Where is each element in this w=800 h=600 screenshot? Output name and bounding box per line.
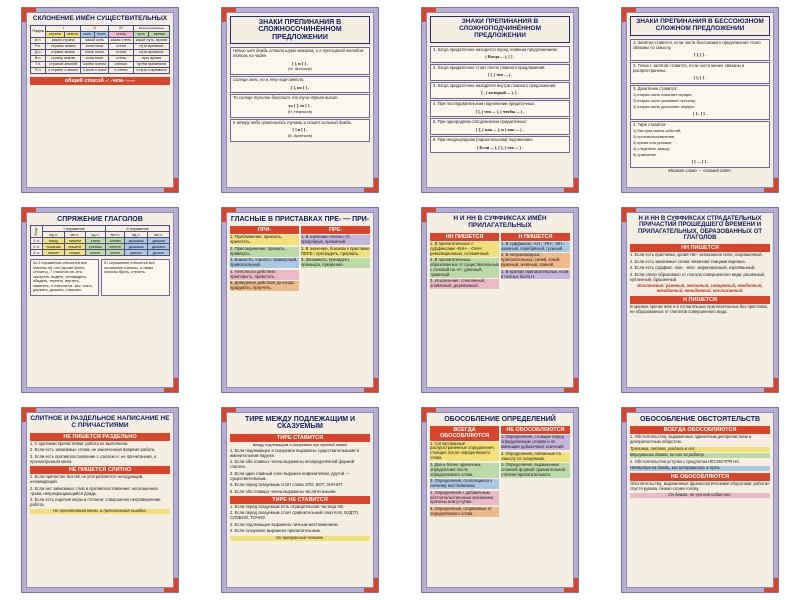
rule-text: 4. При последовательном подчинении придаточных: (433, 101, 536, 107)
column-pre (301, 225, 370, 385)
case-cell: какой конь (81, 37, 109, 43)
verb-form: клеишь (85, 244, 106, 250)
rule-item: 1. Если подлежащее и сказуемое выражены существительными в именительном падеже. (230, 447, 359, 458)
section-header-separate: НЕ ПИШЕТСЯ РАЗДЕЛЬНО (30, 433, 170, 441)
card-body (630, 38, 770, 185)
verb-form: пишем (65, 238, 85, 244)
card-slot-12 (600, 400, 800, 600)
section-header-tire-ne-stavitsya: ТИРЕ НЕ СТАВИТСЯ (230, 496, 370, 504)
col-note-1: земля (64, 31, 81, 37)
rule-scheme: [ ], ( что ... ) . (487, 72, 513, 78)
column-pri (230, 225, 299, 385)
example-text: К вечеру небо прояснилось тучами и пошёл сильный дождь. (233, 119, 353, 125)
column-n (501, 232, 570, 385)
card-slot-1 (0, 0, 200, 200)
table-header-raznosklon: Разносклоняемые (133, 25, 169, 31)
example-text: Несмотря на дождь, мы отправились в путь. (630, 466, 770, 471)
rule-sub-1: 1) вторая часть поясняет первую; (633, 93, 693, 98)
case-label: В.п. (31, 55, 46, 61)
rule-scheme: ( Если ... ), [ ], ( что ... ) . (476, 144, 524, 150)
rule-item: 1. В значении «очень»:预 предобрый, премилый. (301, 235, 370, 245)
rule-scheme: [ ], ( как ... ), и ( как ... ) . (476, 126, 524, 132)
rule-scheme: ( Когда ... ), [ ] . (485, 54, 515, 60)
rule-text: 1. Когда придаточное находится перед главным предложением: (433, 46, 558, 52)
subheader-sg2: ед.ч. (85, 232, 106, 238)
example-scheme: [ ] и [ ] . (292, 126, 308, 132)
column-header: ПРИ- (230, 226, 299, 234)
card-sklonenie-sushestvitelnyh[interactable] (21, 7, 179, 193)
col-note-2: конь (81, 31, 95, 37)
card-title: СПРЯЖЕНИЕ ГЛАГОЛОВ (57, 216, 143, 223)
card-body (30, 225, 170, 385)
verb-form: пишешь (43, 244, 65, 250)
card-tire-mezhdu-podlezhashim[interactable] (221, 407, 379, 593)
card-body (30, 25, 170, 185)
section-header-always: ВСЕГДА ОБОСОБЛЯЮТСЯ (630, 426, 770, 434)
subheader-pl2: мн.ч. (106, 232, 125, 238)
verb-form: клеите (106, 244, 125, 250)
verb-form: дышит (125, 250, 148, 256)
rule-text: 1. Запятая ставится, если части бессоюзного предложения тесно связаны по смыслу. (633, 39, 761, 50)
rule-item: 1. Приближение: приехать, прилететь. (230, 235, 299, 245)
col-note-0: страна (46, 31, 64, 37)
table-header-conj2: II спряжение (106, 226, 170, 232)
rule-item: 5. Доведение действия до конца: придумать, приучить. (230, 281, 299, 291)
rule-item: 3. Запомнить: президент, премьера, презрение. (301, 258, 370, 268)
rule-item: 3. Если есть противопоставление с союзом А: не прочитанная, а просмотренная книга. (30, 453, 157, 464)
card-slot-4 (600, 0, 800, 200)
card-slot-8 (600, 200, 800, 400)
rule-sub-4: 4) следствие, вывод; (633, 147, 670, 152)
example-scheme: [ ], и [ ] . (291, 60, 309, 66)
card-body (230, 433, 370, 585)
table-header-decl1: I (46, 25, 81, 31)
rule-scheme: [ ], ( что ... ), ( чтобы ... ) . (475, 108, 525, 114)
card-body (430, 45, 570, 185)
rule-item: 4. Если слово образовано от глагола совершенного вида: решённый, купленный, брошенный. (630, 271, 766, 282)
rule-item: 1. Если перед сказуемым есть отрицательная частица НЕ. (230, 504, 345, 509)
example-text: То солнце тусклое блестит, то туча чёрная висит. (233, 95, 339, 101)
conjugation-note-right (101, 259, 170, 296)
example-block (230, 94, 370, 117)
card-slot-9 (0, 400, 200, 600)
card-body (630, 243, 770, 385)
card-title: Н И НН В СУФФИКСАХ СТРАДАТЕЛЬНЫХ ПРИЧАСТИЙ ПРОШЕДШЕГО ВРЕМЕНИ И ПРИЛАГАТЕЛЬНЫХ, ОБРАЗОВАННЫХ ОТ ГЛАГОЛОВ (637, 216, 762, 242)
case-cell: какая страна (46, 37, 81, 43)
rule-block (430, 118, 570, 135)
rule-text: 2. Точка с запятой ставится, если части менее связаны и распространены. (633, 62, 745, 73)
card-body (430, 232, 570, 385)
rule-sub-3: 3) вторая часть дополняет первую. (633, 105, 695, 110)
case-cell: какой путь, время (133, 37, 169, 43)
table-header-person: Лицо (31, 226, 43, 238)
card-znaki-slozhnosochinennoe[interactable] (221, 7, 379, 193)
rule-block (430, 46, 570, 63)
footer-example: Он бежал, не чуя под собой ног. (630, 493, 770, 498)
rule-item: 1. Если причастие без НЕ не употребляется: негодующий, ненавидящий. (30, 474, 144, 485)
card-n-nn-prilagatelnye[interactable] (421, 207, 579, 393)
example-scheme: то [ ], то [ ] . (288, 102, 312, 108)
column-header: Н ПИШЕТСЯ (501, 233, 570, 241)
section-header-tire-stavitsya: ТИРЕ СТАВИТСЯ (230, 434, 370, 442)
table-header-conj1: I спряжение (43, 226, 106, 232)
card-title: ГЛАСНЫЕ В ПРИСТАВКАХ ПРЕ- — ПРИ- (230, 216, 370, 223)
rule-sub-5: 5) сравнение. (633, 153, 658, 158)
rule-sub-3: 3) время или условие; (633, 141, 673, 146)
card-title: ЗНАКИ ПРЕПИНАНИЯ В БЕССОЮЗНОМ СЛОЖНОМ ПРЕДЛОЖЕНИИ (630, 16, 770, 36)
case-cell: страну землю (46, 55, 81, 61)
case-cell: страной землёй (46, 61, 81, 67)
rule-item: 2. Два и более одиночных определения после определяемого слова. (430, 463, 499, 478)
card-znaki-slozhnopodchinennoe[interactable] (421, 7, 579, 193)
case-cell: коню полю (81, 49, 109, 55)
footer-example: Не прочитанная мною, а прочитанная ошибка. (30, 509, 170, 514)
card-ne-s-prichastiyami[interactable] (21, 407, 179, 593)
card-slot-6 (200, 200, 400, 400)
exceptions-text: Исключения: раненый, желанный, священный, нежданный, негаданный, невиданный, неслыханный. (637, 283, 763, 294)
rule-text: 5. При однородном соподчинении придаточных: (433, 119, 527, 125)
rule-sub-2: 2) противопоставление; (633, 135, 676, 140)
case-label: Т.п. (31, 61, 46, 67)
rule-text: 4. Тире ставится: (633, 121, 667, 127)
verb-form: дышим (148, 238, 170, 244)
subheader-sg: ед.ч. (43, 232, 65, 238)
card-title: ОБОСОБЛЕНИЕ ОПРЕДЕЛЕНИЙ (444, 416, 556, 423)
case-cell: о коне о поле (81, 67, 109, 73)
case-cell: степи (109, 49, 134, 55)
card-slot-5 (0, 200, 200, 400)
case-cell: пути времени (133, 49, 169, 55)
case-cell: коня поле (81, 55, 109, 61)
verb-form: дышат (148, 250, 170, 256)
rule-sub-1: 1) быстрая смена событий; (633, 129, 682, 134)
rule-item: 4. Неполнота действия: приоткрыть, привстать. (230, 270, 299, 280)
rule-item: 2. Обстоятельства уступки с предлогом НЕСМОТРЯ НА. (630, 458, 741, 464)
example-block (230, 47, 370, 75)
verb-form: дышите (148, 244, 170, 250)
person-label: 1 л. (31, 238, 43, 244)
card-slot-2 (200, 0, 400, 200)
example-block (230, 119, 370, 142)
section-header-nn: НН ПИШЕТСЯ (630, 244, 770, 252)
case-cell: путь время (133, 55, 169, 61)
subheader-pl3: мн.ч. (148, 232, 170, 238)
col-note-4: степь (109, 31, 134, 37)
card-obosoblenie-obstoyatelstv[interactable] (621, 407, 779, 593)
rule-item: 3. Определения, выраженные сложной формой сравнительной степени прилагательного. (501, 463, 570, 478)
rule-item: 1. В суффиксах -АН-, -ЯН-, -ИН-: кожаный, серебряный, гусиный. (501, 242, 570, 252)
card-body (630, 425, 770, 585)
card-obosoblenie-opredeleniy[interactable] (421, 407, 579, 593)
rule-item: 1. В прилагательных с суффиксами -ЕНН-, -ОНН-: революционный, соломенный. (430, 242, 499, 257)
rule-item: 2. В значении, близком к приставке ПЕРЕ-: преградить, прервать. (301, 245, 370, 256)
rule-item: 3. Исключение: стеклянный, оловянный, деревянный. (430, 279, 499, 289)
rule-item: 1. С краткими причастиями: работа не выполнена. (30, 440, 129, 446)
rule-text: 6. При неоднородном (параллельном) подчинении: (433, 137, 533, 143)
example-scheme: [ ], но [ ] . (290, 84, 310, 90)
card-title: СКЛОНЕНИЕ ИМЁН СУЩЕСТВИТЕЛЬНЫХ (32, 15, 168, 22)
card-body (230, 225, 370, 385)
rule-block (430, 136, 570, 153)
case-label: Р.п. (31, 43, 46, 49)
rule-item: 3. Если один главный член выражен инфинитивом, другой — существительным. (230, 470, 350, 481)
case-cell: коня поля (81, 43, 109, 49)
section-header-n: Н ПИШЕТСЯ (630, 296, 770, 304)
section-note: между подлежащим и сказуемым при нулевой связке (252, 442, 348, 447)
rule-block (630, 121, 770, 168)
column-header: ВСЕГДА ОБОСОБЛЯЮТСЯ (430, 426, 499, 440)
card-n-nn-prichastiya[interactable] (621, 207, 779, 393)
rule-text: 2. Когда придаточное стоит после главного предложения: (433, 64, 546, 70)
rule-block (430, 64, 570, 81)
verb-form: дышишь (125, 244, 148, 250)
card-slot-7 (400, 200, 600, 400)
rule-text: 3. Когда придаточное находится внутри главного предложения: (433, 82, 557, 88)
card-slot-3 (400, 0, 600, 200)
rule-sub-2: 2) вторая часть указывает причину; (633, 99, 696, 104)
column-header: ПРЕ- (301, 226, 370, 234)
rule-item: 2. Определения, связанные по смыслу со сказуемым. (501, 452, 570, 462)
example-text: Вернувшись домой, он сел за работу. (630, 453, 770, 458)
card-spryazhenie-glagolov[interactable] (21, 207, 179, 393)
card-title: ЗНАКИ ПРЕПИНАНИЯ В СЛОЖНОПОДЧИНЁННОМ ПРЕДЛОЖЕНИИ (430, 16, 570, 43)
rule-item: 2. Если есть зависимые слова: вязанная спицами варежка. (630, 258, 746, 264)
rule-item: 1. Определения, стоящие перед определяемым словом и не имеющие добавочных значений. (501, 435, 570, 450)
rule-item: 4. Определения с добавочным обстоятельственным значением причины или уступки. (430, 491, 499, 506)
verb-form: пишете (65, 244, 85, 250)
example-author: (М. Шолохов) (288, 67, 312, 72)
case-label: Д.п. (31, 49, 46, 55)
case-cell: какая степь (109, 37, 134, 43)
rule-item: 5. Определения, оторванные от определяемого слова. (430, 507, 499, 517)
verb-form: пишет (43, 250, 65, 256)
rule-item: 3. В кратких прилагательных, если в полных было Н. (501, 268, 569, 279)
rule-item: 1. Обстоятельства, выраженные одиночным деепричастием и деепричастным оборотом. (630, 434, 752, 445)
card-slot-10 (200, 400, 400, 600)
case-cell: степью (109, 61, 134, 67)
column-always (430, 425, 499, 585)
case-cell: о степи (109, 67, 134, 73)
example-author: (В. Арсеньев) (287, 133, 313, 138)
card-title: ТИРЕ МЕЖДУ ПОДЛЕЖАЩИМ И СКАЗУЕМЫМ (244, 416, 356, 431)
case-cell: пути времени (133, 43, 169, 49)
rule-block (430, 82, 570, 99)
case-cell: путём временем (133, 61, 169, 67)
card-title: ЗНАКИ ПРЕПИНАНИЯ В СЛОЖНОСОЧИНЁННОМ ПРЕДЛОЖЕНИИ (230, 16, 370, 44)
conjugation-table (30, 225, 170, 256)
rule-scheme: [ ]; [ ] . (693, 75, 707, 81)
rule-item: 2. Если оба главных члена выражены неопределённой формой глагола. (230, 459, 355, 470)
rule-item: 2. Если нет зависимых слов и противопоставления: нескошенная трава, непрекращающийся дождь. (30, 485, 158, 496)
rule-scheme: [ ] : [ ] . (693, 111, 707, 117)
table-header-decl2: II (81, 25, 109, 31)
rule-item: 4. Если сказуемое выражено прилагательным. (230, 528, 321, 534)
rule-item: 3. Если подлежащее выражено личным местоимением. (230, 521, 339, 527)
conjugation-note-left (30, 259, 99, 296)
verb-form: клею (85, 238, 106, 244)
case-cell: страны земли (46, 43, 81, 49)
card-title: Н И НН В СУФФИКСАХ ИМЁН ПРИЛАГАТЕЛЬНЫХ (453, 215, 547, 229)
column-never (501, 425, 570, 585)
rule-item: 3. Если есть суффикс -ова-, -ёва-: маринованный, корчёванный. (630, 265, 756, 271)
verb-form: клеят (106, 250, 125, 256)
rule-block (430, 100, 570, 117)
section-header-together: НЕ ПИШЕТСЯ СЛИТНО (30, 466, 170, 474)
verb-form: клеим (106, 238, 125, 244)
example-text: Молвит слово — соловей поёт. (668, 167, 732, 173)
verb-form: пишу (43, 238, 65, 244)
declension-table (30, 25, 170, 74)
case-label: И.п. (31, 37, 46, 43)
rule-block (630, 85, 770, 120)
card-glasnye-v-pristavkah[interactable] (221, 207, 379, 393)
person-label: 2 л. (31, 244, 43, 250)
col-note-5: путь (133, 31, 149, 37)
column-nn (430, 232, 499, 385)
rule-item: 2. Если есть зависимые слова: не законченная вовремя работа. (30, 447, 156, 453)
rule-item: 1. Если есть приставка, кроме НЕ-: вспаханное поле, покрашенный. (630, 252, 763, 258)
column-header: НЕ ОБОСОБЛЯЮТСЯ (501, 426, 570, 434)
subheader-pl: мн.ч. (65, 232, 85, 238)
rule-item: 1. Согласованные распространённые определения, стоящие после определяемого слова. (430, 442, 499, 462)
example-block (230, 76, 370, 93)
example-text: Солнце село, но в лесу ещё светло. (233, 77, 305, 83)
rule-item: Обстоятельства, выраженные фразеологическими оборотами: работал спустя рукава, бежал сломя голову. (630, 480, 770, 491)
col-note-6: время (149, 31, 170, 37)
rule-item: 2. В непроизводных прилагательных: синий, юный, румяный, зелёный, свиной. (501, 253, 570, 268)
rule-item: 4. Если перед сказуемым стоят слова ЭТО, ВОТ, ЗНАЧИТ. (230, 482, 344, 488)
note-text: К I спряжению относятся все остальные глаголы, а также глаголы брить, стелить. (104, 261, 155, 275)
column-header: НН ПИШЕТСЯ (430, 233, 499, 241)
case-cell: о стране о земле (46, 67, 81, 73)
card-znaki-bessoyuznoe[interactable] (621, 7, 779, 193)
rule-text: 3. Двоеточие ставится: (633, 85, 678, 91)
case-cell: стране земле (46, 49, 81, 55)
example-text: Ночью шёл дождь стояла шума комаров, и я пустырной желобом тополь на чайке. (233, 48, 364, 59)
rule-block (630, 39, 770, 61)
note-text: Ко II спряжению относятся все глаголы на -ить (кроме брить, стелить), 7 глаголов на -еть: смотреть, видеть, ненавидеть, обидеть, терпеть, вертеть, зависеть; 4 глагола на -ать: гнать, держать, дышать, слышать. (33, 261, 93, 293)
subheader-sg3: ед.ч. (125, 232, 148, 238)
case-label: П.п. (31, 67, 46, 73)
rule-scheme: [ ] — [ ] . (691, 159, 709, 165)
table-header-case: Падеж (31, 25, 46, 37)
rule-item: 2. В прилагательных, образованных от существительных с основой на -Н-: длинный, туманный. (430, 257, 499, 278)
verb-form: пишут (65, 250, 85, 256)
rule-item: 3. Если есть наречия меры и степени: совершенно непроверенная работа. (30, 496, 161, 507)
section-header-never: НЕ ОБОСОБЛЯЮТСЯ (630, 473, 770, 481)
card-body (230, 46, 370, 185)
rule-block (630, 62, 770, 84)
col-note-3: поле (94, 31, 108, 37)
card-title: СЛИТНОЕ И РАЗДЕЛЬНОЕ НАПИСАНИЕ НЕ С ПРИЧАСТИЯМИ (30, 415, 170, 429)
card-body (30, 432, 170, 585)
rule-item: В кратких причастиях и в отглагольных прилагательных без приставок, не образованных от глаголов совершенного вида. (630, 303, 769, 314)
rule-item: 3. Определения, относящиеся к личному местоимению. (430, 479, 499, 489)
person-label: 3 л. (31, 250, 43, 256)
case-cell: степи (109, 43, 134, 49)
card-body (430, 425, 570, 585)
card-title: ОБОСОБЛЕНИЕ ОБСТОЯТЕЛЬСТВ (639, 416, 761, 423)
case-cell: степь (109, 55, 134, 61)
card-slot-11 (400, 400, 600, 600)
case-cell: конём полем (81, 61, 109, 67)
rule-item: 3. Близость, «около»: приморский, привокзальный. (230, 257, 298, 268)
rule-item: 2. Если перед сказуемым стоит сравнительный союз КАК, БУДТО, СЛОВНО, ТОЧНО. (230, 510, 359, 521)
rule-scheme: [ ], [ ] . (693, 52, 707, 58)
table-footer-note: общий способ -: -чем- ----- (30, 77, 170, 85)
table-header-decl3: III (109, 25, 134, 31)
verb-form: клеит (85, 250, 106, 256)
rule-item: 2. Присоединение: пришить, привязать. (230, 247, 299, 257)
rule-item: 5. Если оба главных члена выражены числительными. (230, 488, 337, 494)
footer-example: Он прекрасный человек. (230, 536, 370, 541)
example-author: (Н. Некрасов) (287, 109, 313, 114)
example-text: Тропинка, петляя, уходила в лес. (630, 447, 770, 452)
verb-form: дышишь (125, 238, 148, 244)
rule-scheme: [ , ( который ... ), ] . (481, 90, 519, 96)
case-cell: о пути о времени (133, 67, 169, 73)
